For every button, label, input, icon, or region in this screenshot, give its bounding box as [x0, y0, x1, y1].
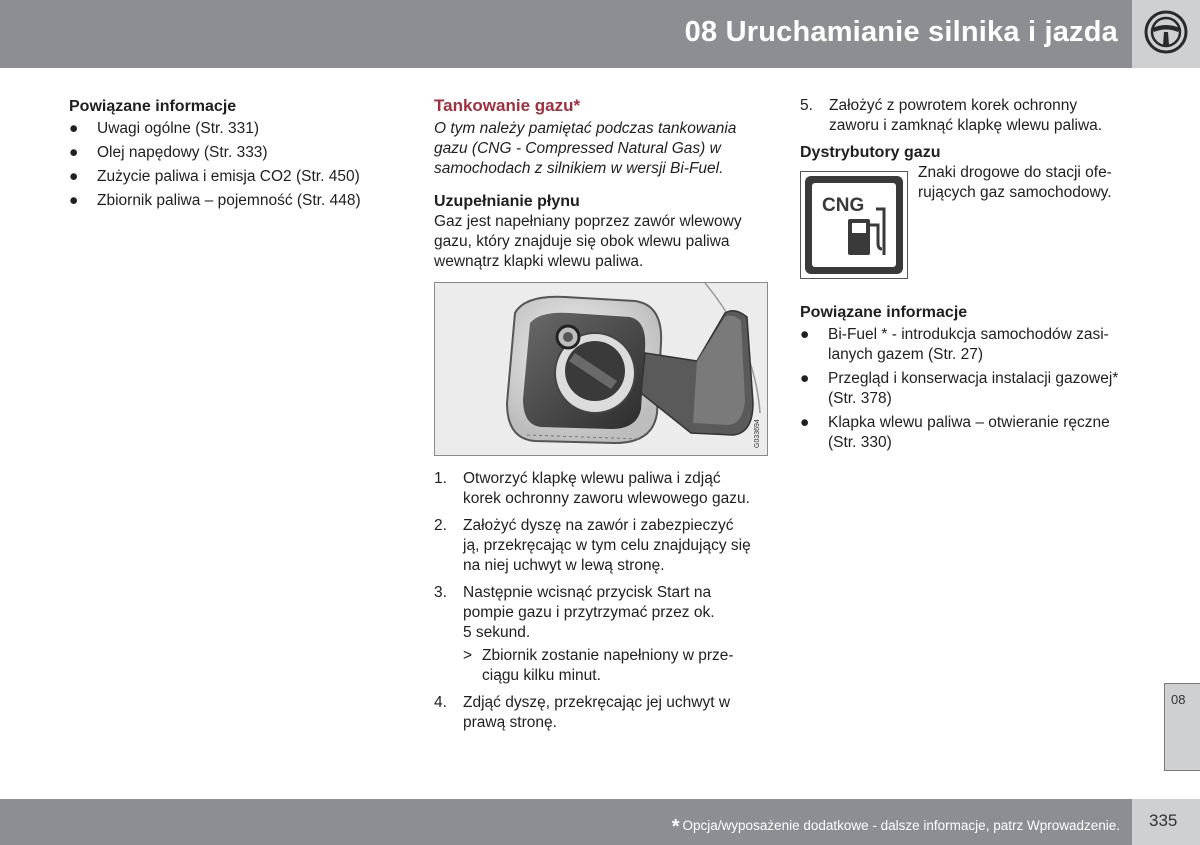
- bullet-icon: ●: [800, 370, 810, 387]
- steering-wheel-icon: [1142, 8, 1190, 56]
- steps-list: [434, 469, 779, 733]
- page-footer: [0, 799, 1132, 845]
- bullet-icon: ●: [69, 144, 79, 161]
- intro-text: O tym należy pamiętać podczas tankowania gazu (CNG - Compressed Natural Gas) w samochodach z silnikiem w wersji Bi-Fuel.: [434, 120, 737, 177]
- fuel-filler-image: [434, 282, 768, 456]
- bullet-icon: ●: [800, 414, 810, 431]
- step-result: > Zbiornik zostanie napełniony w prze- ciągu kilku minut.: [463, 647, 734, 684]
- fuel-filler-illustration: [435, 283, 767, 455]
- right-related-section: [800, 303, 1145, 457]
- list-item[interactable]: ● Olej napędowy (Str. 333): [69, 144, 268, 161]
- related-info-list: [800, 325, 1145, 453]
- step-item: 3. Następnie wcisnąć przycisk Start na pompie gazu i przytrzymać przez ok. 5 sekund. > Zbiornik zostanie napełniony w prze- ciągu kilku minut.: [434, 583, 779, 686]
- list-item[interactable]: ● Zbiornik paliwa – pojemność (Str. 448): [69, 192, 361, 209]
- cng-label: CNG: [822, 195, 865, 216]
- page-header: [0, 0, 1132, 68]
- bullet-icon: ●: [800, 326, 810, 343]
- related-info-heading: Powiązane informacje: [800, 304, 968, 321]
- list-item[interactable]: ● Uwagi ogólne (Str. 331): [69, 120, 259, 137]
- steps-list-continued: [800, 96, 1145, 136]
- gas-dispensers-heading: Dystrybutory gazu: [800, 144, 941, 161]
- list-item[interactable]: ● Przegląd i konserwacja instalacji gazowej* (Str. 378): [800, 370, 1119, 407]
- list-item[interactable]: ● Klapka wlewu paliwa – otwieranie ręczne (Str. 330): [800, 414, 1110, 451]
- steps-column: [434, 469, 779, 740]
- page-number-box: [1132, 799, 1200, 845]
- step-item: 5. Założyć z powrotem korek ochronny zaworu i zamknąć klapkę wlewu paliwa.: [800, 97, 1103, 134]
- chapter-tab-label: 08: [1171, 692, 1186, 707]
- chapter-icon-box: [1132, 0, 1200, 68]
- cng-sign-graphic: [800, 171, 908, 279]
- list-item[interactable]: ● Zużycie paliwa i emisja CO2 (Str. 450): [69, 168, 360, 185]
- left-column: [69, 97, 399, 215]
- refill-heading: Uzupełnianie płynu: [434, 193, 580, 210]
- page-number: 335: [1149, 811, 1178, 830]
- bullet-icon: ●: [69, 192, 79, 209]
- footnote: * Opcja/wyposażenie dodatkowe - dalsze informacje, patrz Wprowadzenie.: [671, 816, 1120, 838]
- related-info-list: [69, 119, 399, 211]
- step-item: 2. Założyć dyszę na zawór i zabezpieczyć ją, przekręcając w tym celu znajdujący się na niej uchwyt w lewą stronę.: [434, 517, 751, 574]
- refill-paragraph: Gaz jest napełniany poprzez zawór wlewowy gazu, który znajduje się obok wlewu paliwa wewnątrz klapki wlewu paliwa.: [434, 213, 742, 270]
- middle-column: [434, 96, 774, 272]
- image-code: G033694: [754, 419, 761, 448]
- footnote-star: *: [671, 816, 680, 838]
- chapter-tab[interactable]: [1164, 683, 1200, 771]
- bullet-icon: ●: [69, 120, 79, 137]
- list-item[interactable]: ● Bi-Fuel * - introdukcja samochodów zasi- lanych gazem (Str. 27): [800, 326, 1109, 363]
- step-item: 1. Otworzyć klapkę wlewu paliwa i zdjąć korek ochronny zaworu wlewowego gazu.: [434, 470, 750, 507]
- section-title: Tankowanie gazu*: [434, 96, 581, 115]
- related-info-heading: Powiązane informacje: [69, 98, 237, 115]
- chapter-title: 08 Uruchamianie silnika i jazda: [684, 16, 1118, 48]
- cng-road-sign: [800, 171, 908, 279]
- bullet-icon: ●: [69, 168, 79, 185]
- sign-description: Znaki drogowe do stacji ofe- rujących gaz samochodowy.: [918, 164, 1112, 201]
- step-item: 4. Zdjąć dyszę, przekręcając jej uchwyt w prawą stronę.: [434, 694, 731, 731]
